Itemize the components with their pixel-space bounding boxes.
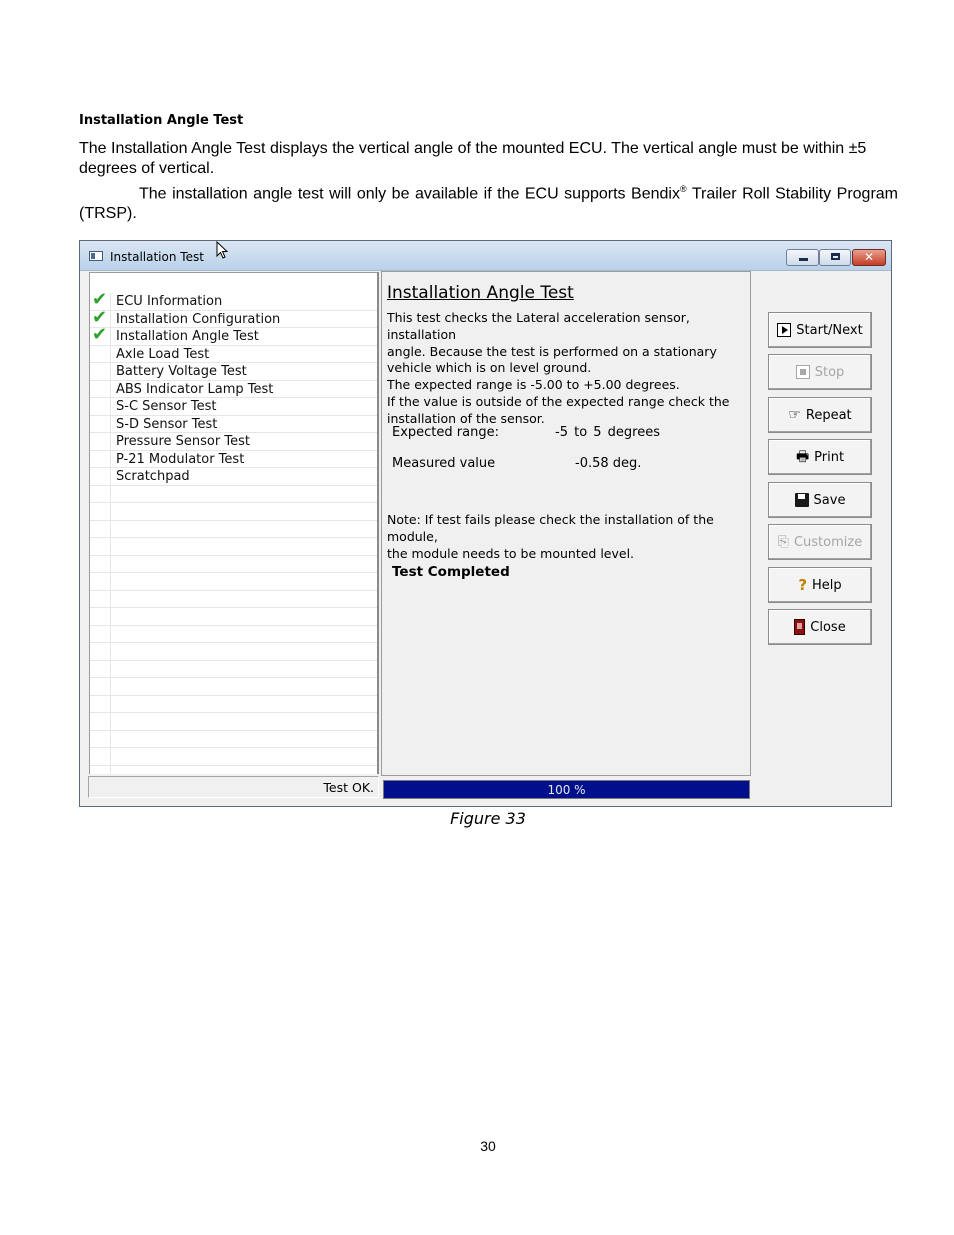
row-divider [110,363,111,380]
start-next-label: Start/Next [796,322,863,338]
installation-test-window [79,240,892,807]
row-divider [110,591,111,608]
empty-list-row [90,573,379,591]
checkmark-icon: ✔ [92,324,108,345]
empty-list-row [90,696,379,714]
row-divider [110,346,111,363]
status-message-box [88,776,379,798]
close-icon: ✕ [863,250,875,264]
row-divider [110,731,111,748]
print-button[interactable] [768,439,872,475]
test-list-item-label: S-D Sensor Test [116,416,218,432]
row-divider [110,678,111,695]
row-divider [110,573,111,590]
empty-list-row [90,713,379,731]
empty-list-row [90,661,379,679]
row-divider [110,643,111,660]
test-list-item[interactable] [90,398,379,416]
test-title: Installation Angle Test [387,283,574,303]
row-divider [110,293,111,310]
empty-list-row [90,731,379,749]
row-divider [110,626,111,643]
empty-list-row [90,538,379,556]
window-title: Installation Test [110,250,204,264]
intro-paragraph: The Installation Angle Test displays the vertical angle of the mounted ECU. The vertical angle must be within ±5 degrees of vertical. [79,140,867,177]
test-list-item[interactable] [90,381,379,399]
test-list-item-label: Axle Load Test [116,346,210,362]
mouse-pointer-icon [216,241,230,261]
printer-icon: 🖶 [795,449,810,465]
close-label: Close [810,619,846,635]
progress-bar [383,780,750,799]
save-label: Save [813,492,846,508]
test-status: Test Completed [392,564,510,580]
help-label: Help [812,577,842,593]
save-button[interactable] [768,482,872,518]
test-list[interactable] [89,272,379,774]
test-list-item-label: Installation Angle Test [116,329,259,344]
minimize-button[interactable] [786,249,819,266]
test-list-item[interactable] [90,468,379,486]
test-list-item-label: Pressure Sensor Test [116,434,250,449]
progress-text: 100 % [547,783,586,797]
customize-icon: ⎘ [777,534,789,550]
row-divider [110,538,111,555]
row-divider [110,416,111,433]
row-divider [110,486,111,503]
stop-button[interactable] [768,354,872,390]
customize-label: Customize [793,534,863,550]
checkmark-icon: ✔ [92,289,108,310]
start-next-button[interactable] [768,312,872,348]
repeat-icon: ☞ [788,407,801,423]
measured-value: -0.58 deg. [575,456,642,471]
checkmark-icon: ✔ [92,306,108,328]
row-divider [110,328,111,345]
empty-list-row [90,521,379,539]
figure-caption: Figure 33 [450,809,526,828]
empty-list-row [90,626,379,644]
row-divider [110,696,111,713]
test-list-item[interactable] [90,451,379,469]
row-divider [110,398,111,415]
empty-list-row [90,556,379,574]
floppy-disk-icon [795,493,809,507]
row-divider [110,748,111,765]
help-button[interactable] [768,567,872,603]
play-icon [777,323,791,337]
availability-paragraph [79,179,898,224]
test-list-item-label: Battery Voltage Test [116,364,247,379]
row-divider [110,311,111,328]
test-list-item-label: Scratchpad [116,469,190,484]
row-divider [110,521,111,538]
empty-list-row [90,678,379,696]
maximize-button[interactable] [819,249,851,266]
empty-list-row [90,503,379,521]
row-divider [110,608,111,625]
repeat-button[interactable] [768,397,872,433]
test-list-item-label: S-C Sensor Test [116,399,217,414]
row-divider [110,433,111,450]
empty-list-row [90,766,379,775]
help-icon: ? [798,576,808,594]
test-list-item[interactable] [90,289,379,311]
test-list-item[interactable] [90,324,379,346]
empty-list-row [90,486,379,504]
test-info-panel [381,271,751,776]
test-list-item-label: ABS Indicator Lamp Test [116,381,274,397]
test-description: This test checks the Lateral acceleration sensor, installation angle. Because the test is performed on a stationary vehicle which is on level ground. The expected range is -5.00 to +5.00 degrees. If the value is outside of the expected range check the installation of the sensor. [387,310,730,426]
empty-list-row [90,643,379,661]
test-list-item[interactable] [90,346,379,364]
title-bar[interactable] [80,241,891,271]
row-divider [110,503,111,520]
app-icon [89,251,103,261]
empty-list-row [90,608,379,626]
test-list-item-label: Installation Configuration [116,311,281,327]
row-divider [110,451,111,468]
page-number: 30 [480,1138,496,1154]
test-list-item-label: P-21 Modulator Test [116,451,245,467]
test-note: Note: If test fails please check the installation of the module, the module needs to be mounted level. [387,512,714,561]
expected-range-label: Expected range: [392,425,499,440]
test-list-item[interactable] [90,433,379,451]
row-divider [110,661,111,678]
test-list-item[interactable] [90,363,379,381]
maximize-icon [831,253,840,260]
window-close-button[interactable] [852,249,886,266]
customize-button[interactable] [768,524,872,560]
stop-icon [796,365,810,379]
test-list-item[interactable] [90,306,379,329]
row-divider [110,381,111,398]
close-button[interactable] [768,609,872,645]
minimize-icon [799,258,808,261]
row-divider [110,713,111,730]
measured-value-label: Measured value [392,456,496,471]
print-label: Print [814,449,845,465]
row-divider [110,556,111,573]
test-list-item-label: ECU Information [116,294,223,309]
empty-list-row [90,591,379,609]
empty-list-row [90,748,379,766]
row-divider [110,468,111,485]
expected-range-value: -5 to 5 degrees [555,425,661,440]
test-list-item[interactable] [90,416,379,434]
section-heading: Installation Angle Test [79,113,244,128]
row-divider [110,766,111,775]
availability-text-2: Trailer Roll Stability Program (TRSP). [79,185,899,223]
registered-mark: ® [679,184,687,194]
status-message: Test OK. [323,780,374,795]
availability-text-1: The installation angle test will only be available if the ECU supports Bendix [139,185,680,203]
exit-door-icon [794,619,805,635]
repeat-label: Repeat [805,407,852,423]
stop-label: Stop [814,364,845,380]
